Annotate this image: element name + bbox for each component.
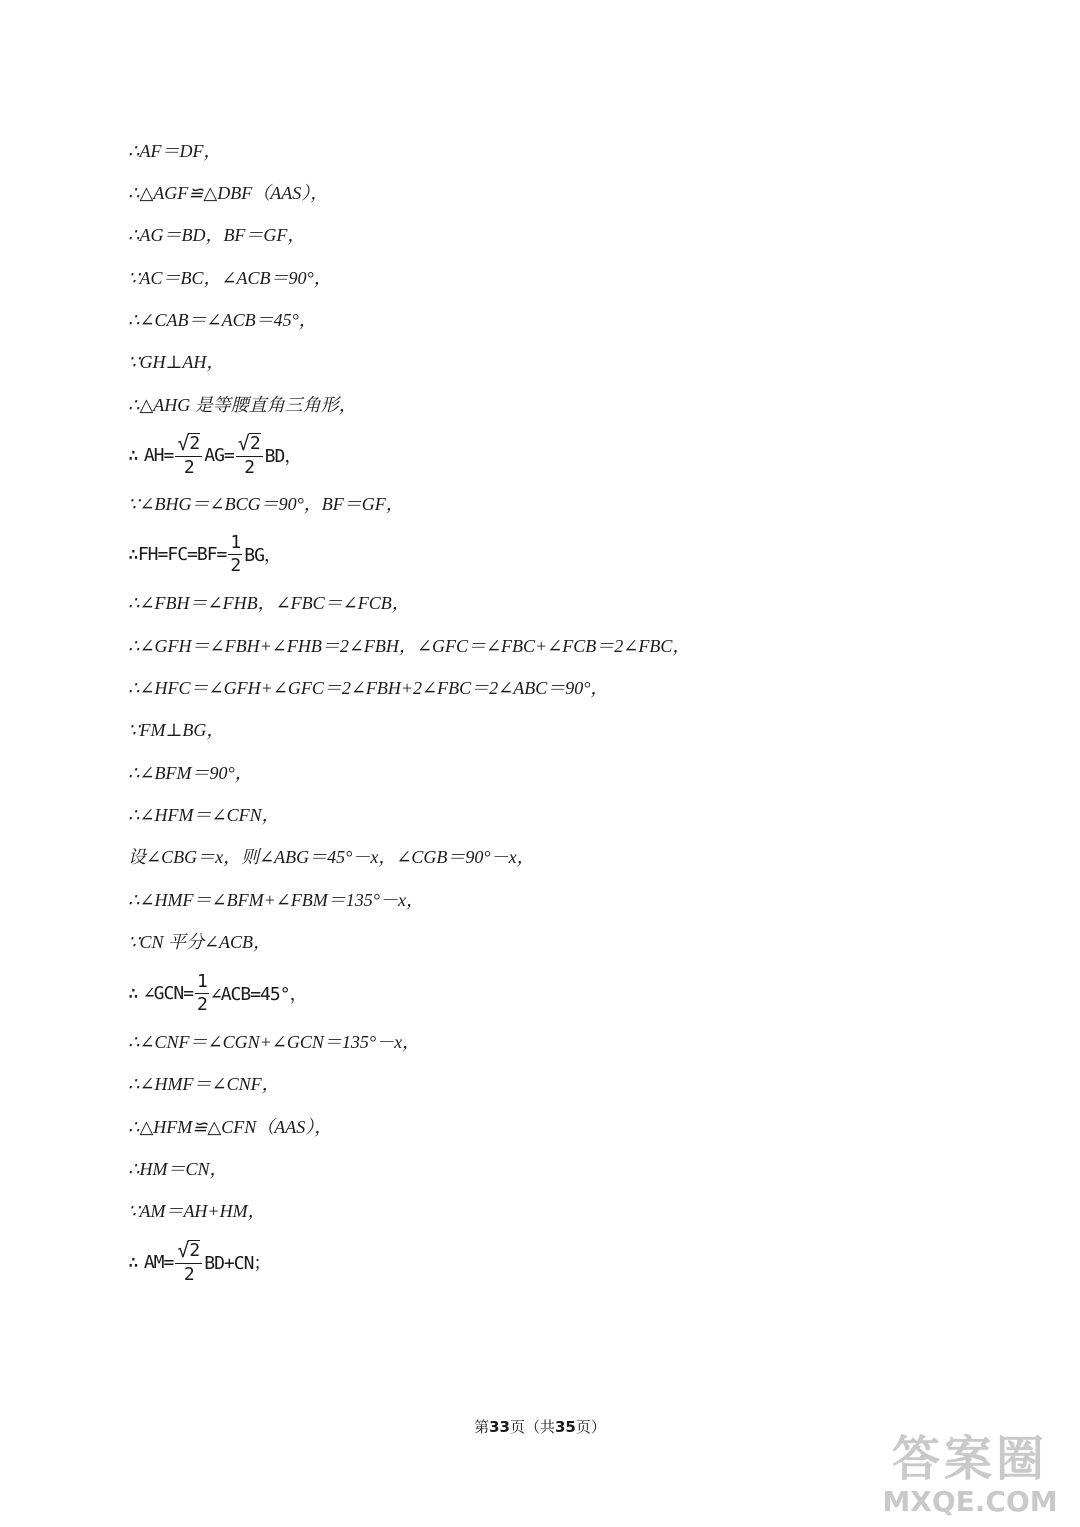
formula-am [128, 1235, 270, 1289]
proof-line-14: ∴∠HFM＝∠CFN， [128, 805, 280, 825]
denominator: 2 [183, 456, 194, 478]
footer-suffix: 页） [575, 1418, 606, 1436]
proof-line-13: ∴∠BFM＝90°， [128, 763, 253, 783]
formula-am-lhs: AM= [143, 1251, 174, 1273]
therefore-symbol: ∴ [128, 444, 138, 466]
page-number: 33 [489, 1418, 510, 1436]
proof-line-19: ∴∠HMF＝∠CNF， [128, 1074, 280, 1094]
proof-line-18: ∴∠CNF＝∠CGN+∠GCN＝135°－x， [128, 1032, 421, 1052]
watermark-top: 答案圈 [891, 1431, 1048, 1487]
denominator: 2 [197, 993, 207, 1015]
denominator: 2 [230, 554, 241, 576]
proof-line-15: 设∠CBG＝x，则∠ABG＝45°－x，∠CGB＝90°－x， [128, 847, 535, 867]
therefore-symbol: ∴ [128, 543, 138, 565]
proof-line-6: ∵GH⊥AH， [128, 352, 225, 372]
formula-ah-rhs: BD， [264, 446, 302, 467]
formula-ah [128, 428, 301, 482]
formula-ah-lhs: AH= [143, 444, 174, 466]
proof-line-9: ∴∠FBH＝∠FHB，∠FBC＝∠FCB， [128, 593, 410, 613]
proof-line-4: ∵AC＝BC，∠ACB＝90°， [128, 268, 332, 288]
proof-line-22: ∵AM＝AH+HM， [128, 1201, 266, 1221]
proof-line-17: ∵CN 平分∠ACB， [128, 932, 272, 952]
proof-line-21: ∴HM＝CN， [128, 1159, 228, 1179]
sqrt-symbol: √ [177, 1237, 189, 1262]
proof-line-12: ∵FM⊥BG， [128, 720, 225, 740]
proof-line-3: ∴AG＝BD，BF＝GF， [128, 225, 306, 245]
proof-line-7: ∴△AHG 是等腰直角三角形， [128, 395, 357, 415]
fraction-one-half [228, 532, 242, 577]
fraction-sqrt2-over-2 [175, 1239, 202, 1286]
proof-line-11: ∴∠HFC＝∠GFH+∠GFC＝2∠FBH+2∠FBC＝2∠ABC＝90°， [128, 678, 609, 698]
fraction-sqrt2-over-2 [175, 432, 202, 479]
formula-gcn-lhs: ∠GCN= [143, 982, 194, 1004]
footer-prefix: 第 [474, 1418, 490, 1436]
formula-fh-lhs: FH=FC=BF= [137, 543, 227, 565]
formula-gcn-rhs: ∠ACB=45°， [210, 984, 307, 1005]
therefore-symbol: ∴ [128, 1251, 138, 1273]
formula-ah-mid: AG= [204, 444, 234, 466]
formula-gcn [128, 966, 307, 1020]
radicand: 2 [189, 1239, 200, 1261]
proof-line-16: ∴∠HMF＝∠BFM+∠FBM＝135°－x， [128, 890, 424, 910]
proof-line-1: ∴AF＝DF， [128, 141, 222, 161]
denominator: 2 [183, 1263, 194, 1285]
fraction-sqrt2-over-2 [236, 432, 263, 479]
proof-line-8: ∵∠BHG＝∠BCG＝90°，BF＝GF， [128, 494, 404, 514]
proof-line-20: ∴△HFM≌△CFN（AAS）， [128, 1117, 333, 1137]
page-total: 35 [555, 1418, 576, 1436]
denominator: 2 [244, 456, 255, 478]
watermark-bottom: MXQE.COM [882, 1485, 1058, 1518]
proof-line-5: ∴∠CAB＝∠ACB＝45°， [128, 310, 317, 330]
proof-line-10: ∴∠GFH＝∠FBH+∠FHB＝2∠FBH，∠GFC＝∠FBC+∠FCB＝2∠FBC， [128, 636, 691, 656]
numerator: 1 [230, 531, 241, 553]
formula-am-rhs: BD+CN； [204, 1253, 271, 1274]
therefore-symbol: ∴ [128, 982, 138, 1004]
radicand: 2 [189, 432, 200, 454]
fraction-one-half [195, 971, 209, 1016]
sqrt-symbol: √ [177, 430, 189, 455]
sqrt-symbol: √ [237, 430, 249, 455]
formula-fh [128, 527, 281, 581]
watermark-logo [880, 1431, 1060, 1521]
radicand: 2 [249, 432, 260, 454]
footer-middle: 页（共 [509, 1418, 555, 1436]
formula-fh-rhs: BG， [244, 545, 281, 566]
proof-line-2: ∴△AGF≌△DBF（AAS）， [128, 183, 329, 203]
numerator: 1 [197, 970, 207, 992]
